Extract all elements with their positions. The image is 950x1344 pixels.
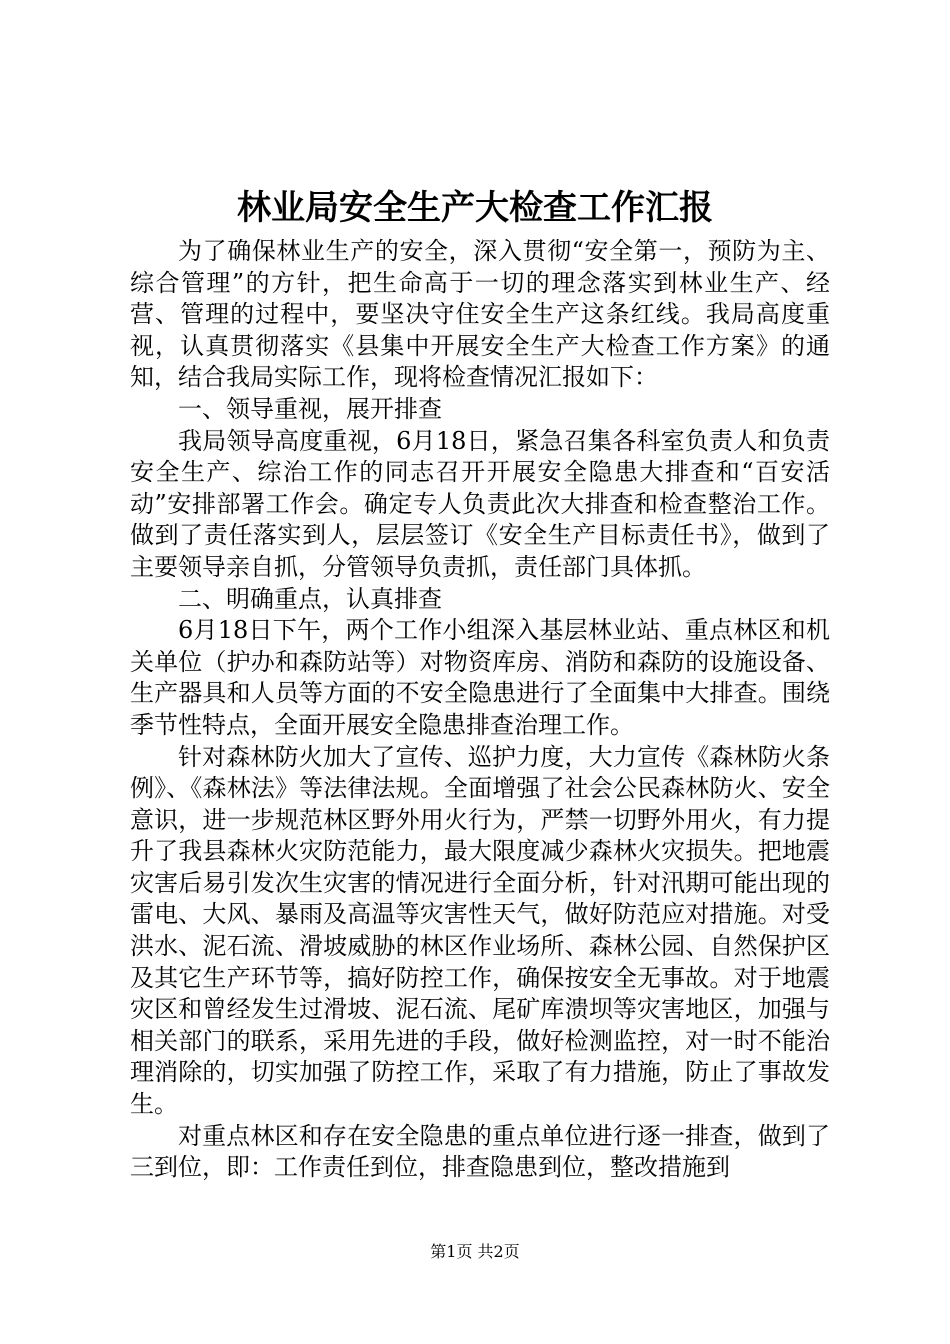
document-body bbox=[130, 236, 830, 1184]
document-title: 林业局安全生产大检查工作汇报 bbox=[237, 188, 713, 228]
section-heading-1: 一、领导重视，展开排查 bbox=[178, 394, 442, 423]
paragraph-intro: 为了确保林业生产的安全，深入贯彻“安全第一，预防为主、综合管理”的方针，把生命高于一切的理念落实到林业生产、经营、管理的过程中，要坚决守住安全生产这条红线。我局高度重视，认真贯彻落实《县集中开展安全生产大检查工作方案》的通知，结合我局实际工作，现将检查情况汇报如下： bbox=[130, 237, 830, 392]
page-footer: 第1页 共2页 bbox=[430, 1242, 520, 1261]
paragraph-section-2c: 对重点林区和存在安全隐患的重点单位进行逐一排查，做到了三到位，即：工作责任到位，排查隐患到位，整改措施到 bbox=[130, 1121, 830, 1182]
paragraph-section-1: 我局领导高度重视，6月18日，紧急召集各科室负责人和负责安全生产、综治工作的同志召开开展安全隐患大排查和“百安活动”安排部署工作会。确定专人负责此次大排查和检查整治工作。做到了责任落实到人，层层签订《安全生产目标责任书》，做到了主要领导亲自抓，分管领导负责抓，责任部门具体抓。 bbox=[130, 426, 830, 581]
section-heading-2: 二、明确重点，认真排查 bbox=[178, 584, 442, 613]
paragraph-section-2b: 针对森林防火加大了宣传、巡护力度，大力宣传《森林防火条例》、《森林法》等法律法规。全面增强了社会公民森林防火、安全意识，进一步规范林区野外用火行为，严禁一切野外用火，有力提升了我县森林火灾防范能力，最大限度减少森林火灾损失。把地震灾害后易引发次生灾害的情况进行全面分析，针对汛期可能出现的雷电、大风、暴雨及高温等灾害性天气，做好防范应对措施。对受洪水、泥石流、滑坡威胁的林区作业场所、森林公园、自然保护区及其它生产环节等，搞好防控工作，确保按安全无事故。对于地震灾区和曾经发生过滑坡、泥石流、尾矿库溃坝等灾害地区，加强与相关部门的联系，采用先进的手段，做好检测监控，对一时不能治理消除的，切实加强了防控工作，采取了有力措施，防止了事故发生。 bbox=[130, 742, 830, 1119]
paragraph-section-2a: 6月18日下午，两个工作小组深入基层林业站、重点林区和机关单位（护办和森防站等）对物资库房、消防和森防的设施设备、生产器具和人员等方面的不安全隐患进行了全面集中大排查。围绕季节性特点，全面开展安全隐患排查治理工作。 bbox=[130, 616, 830, 739]
